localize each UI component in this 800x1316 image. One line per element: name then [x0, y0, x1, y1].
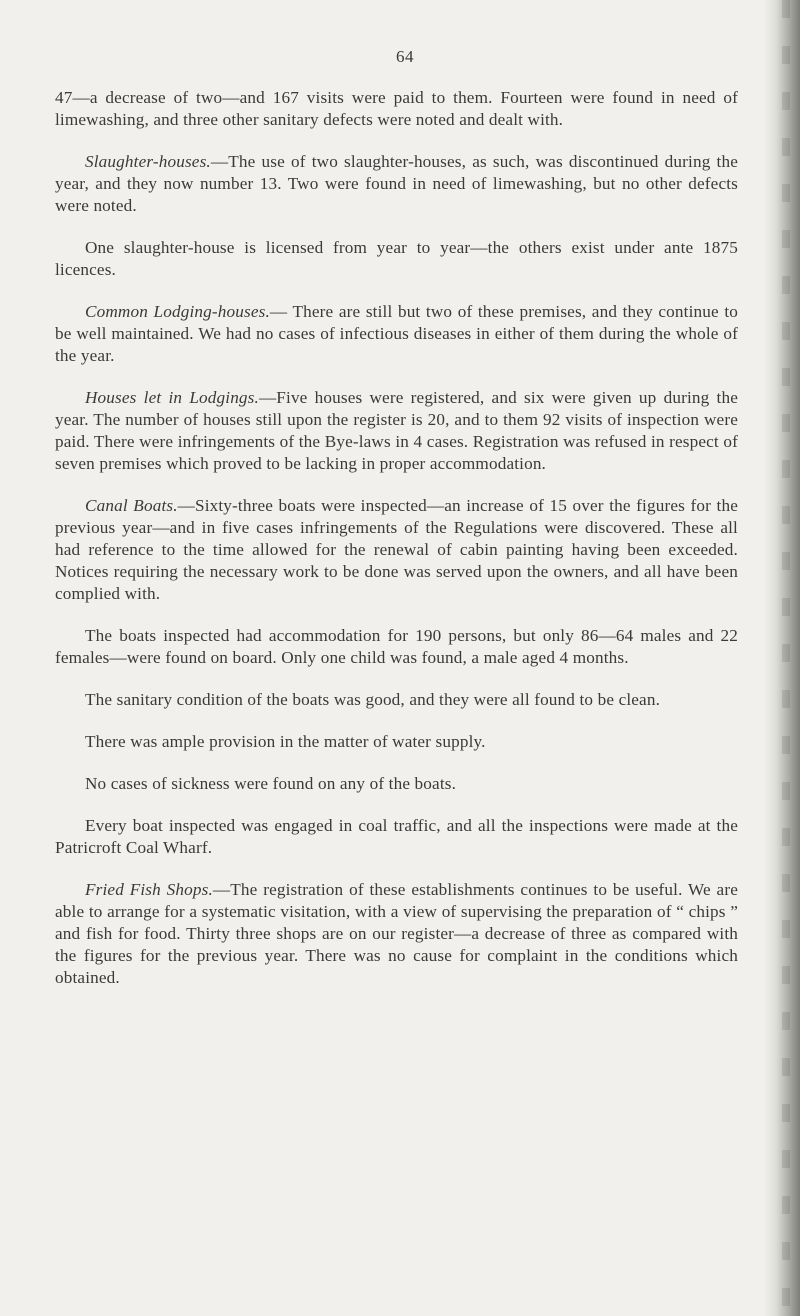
paragraph-text: 47—a decrease of two—and 167 visits were paid to them. Fourteen were found in need of limewashing, and three other sanitary defects were noted and dealt with. — [55, 88, 738, 129]
section-heading: Houses let in Lodgings. — [85, 388, 259, 407]
paragraph-text: There was ample provision in the matter of water supply. — [85, 732, 486, 751]
paragraph-canal-boats — [55, 495, 738, 605]
page-number: 64 — [396, 47, 414, 66]
paragraph-text: No cases of sickness were found on any of the boats. — [85, 774, 457, 793]
paragraph-houses-let-in-lodgings — [55, 387, 738, 475]
paragraph-text: The sanitary condition of the boats was good, and they were all found to be clean. — [85, 690, 661, 709]
paragraph-text: Every boat inspected was engaged in coal traffic, and all the inspections were made at the Patricroft Coal Wharf. — [55, 816, 738, 857]
paragraph-text: — There are still but two of these premises, and they continue to be well maintained. We had no cases of infectious diseases in either of them during the whole of the year. — [55, 302, 738, 365]
section-heading: Canal Boats. — [85, 496, 178, 515]
paragraph-text: —The use of two slaughter-houses, as such, was discontinued during the year, and they now number 13. Two were found in need of limewashing, but no other defects were noted. — [55, 152, 738, 215]
paragraph-water-supply — [55, 731, 738, 753]
paragraph-text: —The registration of these establishments continues to be useful. We are able to arrange for a systematic visitation, with a view of supervising the preparation of “ chips ” and fish for food. Thirty three shops are on our register—a decrease of three as compared with the figures for the previous year. There was no cause for complaint in the conditions which obtained. — [55, 880, 738, 987]
paragraph-common-lodging-houses — [55, 301, 738, 367]
section-heading: Common Lodging-houses. — [85, 302, 270, 321]
paragraph-text: —Sixty-three boats were inspected—an increase of 15 over the figures for the previous year—and in five cases infringements of the Regulations were discovered. These all had reference to the time allowed for the renewal of cabin painting having been exceeded. Notices requiring the necessary work to be done was served upon the owners, and all have been complied with. — [55, 496, 738, 603]
paragraph-continuation — [55, 87, 738, 131]
paragraph-text: The boats inspected had accommodation for 190 persons, but only 86—64 males and 22 females—were found on board. Only one child was found, a male aged 4 months. — [55, 626, 738, 667]
paragraph-fried-fish-shops — [55, 879, 738, 989]
paragraph-coal-traffic — [55, 815, 738, 859]
paragraph-slaughter-houses — [55, 151, 738, 217]
paragraph-text: —Five houses were registered, and six were given up during the year. The number of houses still upon the register is 20, and to them 92 visits of inspection were paid. There were infringements of the Bye-laws in 4 cases. Registration was refused in respect of seven premises which proved to be lacking in proper accommodation. — [55, 388, 738, 473]
section-heading: Fried Fish Shops. — [85, 880, 213, 899]
document-body — [55, 87, 738, 1009]
section-heading: Slaughter-houses. — [85, 152, 211, 171]
page-edge-shadow — [764, 0, 800, 1316]
paragraph-sickness — [55, 773, 738, 795]
paragraph-boat-accommodation — [55, 625, 738, 669]
paragraph-sanitary-condition — [55, 689, 738, 711]
paragraph-text: One slaughter-house is licensed from year to year—the others exist under ante 1875 licences. — [55, 238, 738, 279]
paragraph-slaughter-licence — [55, 237, 738, 281]
